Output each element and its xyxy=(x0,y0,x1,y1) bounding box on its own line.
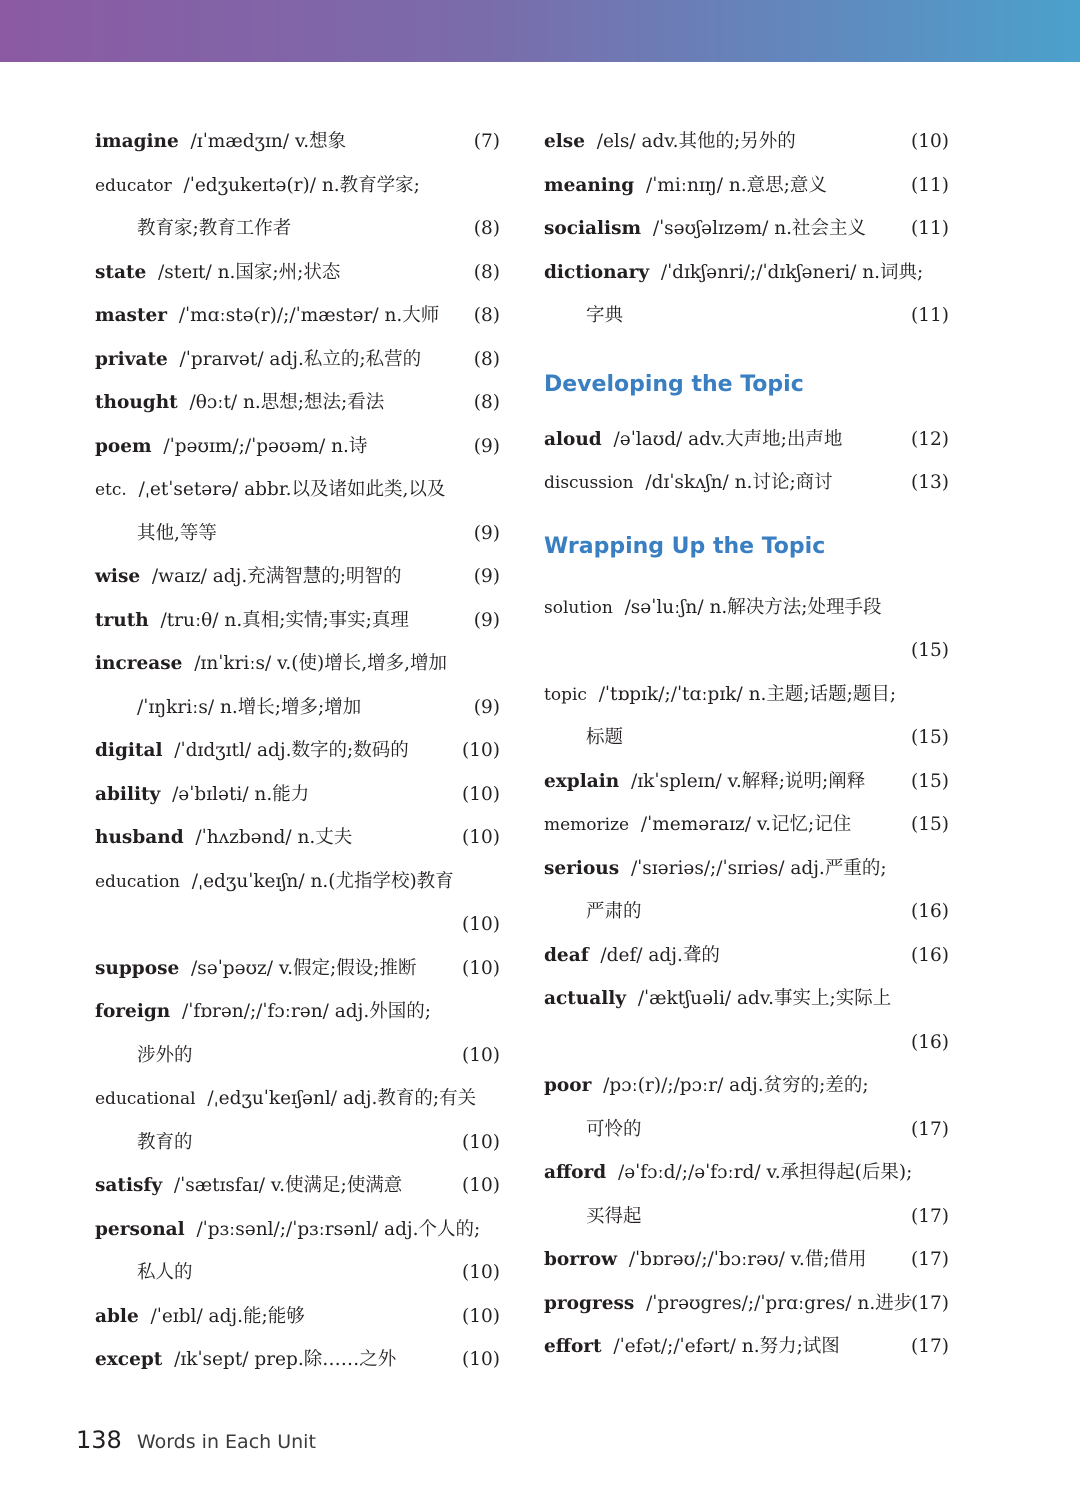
vocab-entry xyxy=(544,251,949,295)
vocab-unit-number: (10) xyxy=(462,1262,500,1283)
vocab-definition: /əˈbɪləti/ n.能力 xyxy=(172,783,310,805)
wrapping-list xyxy=(544,586,949,1369)
top-color-bar xyxy=(0,0,1080,62)
vocab-unit-number: (16) xyxy=(911,1031,949,1053)
vocab-entry xyxy=(95,164,500,208)
vocab-word: private xyxy=(95,348,168,370)
vocab-entry xyxy=(544,207,949,251)
vocab-word: borrow xyxy=(544,1249,618,1270)
vocab-definition: 严肃的 xyxy=(586,901,642,922)
vocab-unit-number: (15) xyxy=(911,727,949,748)
vocab-definition: /ˈsɪəriəs/;/ˈsɪriəs/ adj.严重的; xyxy=(630,857,887,879)
vocab-definition: /ˈfɒrən/;/ˈfɔːrən/ adj.外国的; xyxy=(182,1001,431,1022)
vocab-unit-number: (8) xyxy=(473,305,500,326)
vocab-entry xyxy=(95,425,500,469)
vocab-word: master xyxy=(95,305,168,326)
vocab-entry xyxy=(544,673,949,717)
heading-wrapping-topic: Wrapping Up the Topic xyxy=(544,533,826,559)
vocab-entry xyxy=(95,947,500,991)
vocab-entry xyxy=(95,338,500,382)
vocab-entry xyxy=(544,1282,949,1326)
vocab-definition: 其他,等等 xyxy=(137,522,217,544)
vocab-definition: /ˈpraɪvət/ adj.私立的;私营的 xyxy=(179,348,422,370)
vocab-word: deaf xyxy=(544,944,589,966)
vocab-continuation-line xyxy=(95,1121,500,1165)
vocab-unit-number: (10) xyxy=(462,1175,500,1196)
vocab-entry xyxy=(95,381,500,425)
vocab-unit-number: (11) xyxy=(911,218,949,239)
vocab-unit-number: (10) xyxy=(462,1349,500,1370)
vocab-unit-number: (15) xyxy=(911,814,949,835)
vocab-definition: /ˈæktʃuəli/ adv.事实上;实际上 xyxy=(637,988,892,1009)
vocab-definition: /ˈeɪbl/ adj.能;能够 xyxy=(150,1305,305,1327)
vocab-entry xyxy=(95,599,500,643)
vocab-definition: /truːθ/ n.真相;实情;事实;真理 xyxy=(160,609,409,631)
vocab-word: memorize xyxy=(544,815,630,835)
vocab-word: actually xyxy=(544,988,627,1009)
vocab-word: husband xyxy=(95,827,184,848)
vocab-entry xyxy=(95,468,500,512)
vocab-word: poor xyxy=(544,1075,592,1096)
vocab-definition: /ɪkˈsept/ prep.除……之外 xyxy=(174,1349,397,1370)
vocab-definition: /def/ adj.聋的 xyxy=(600,944,720,966)
vocab-entry xyxy=(544,461,949,505)
vocab-entry xyxy=(544,120,949,164)
vocab-definition: 涉外的 xyxy=(137,1044,193,1066)
vocab-unit-number: (12) xyxy=(911,428,949,450)
vocab-word: afford xyxy=(544,1162,607,1183)
vocab-word: foreign xyxy=(95,1001,171,1022)
vocab-definition: /ˈpɜːsənl/;/ˈpɜːrsənl/ adj.个人的; xyxy=(196,1218,481,1240)
vocab-definition: /pɔː(r)/;/pɔːr/ adj.贫穷的;差的; xyxy=(603,1075,869,1096)
vocab-entry xyxy=(544,934,949,978)
vocab-unit-number: (7) xyxy=(473,131,500,152)
vocab-word: except xyxy=(95,1349,163,1370)
vocab-entry xyxy=(544,1151,949,1195)
vocab-unit-number: (16) xyxy=(911,944,949,966)
vocab-unit-number: (17) xyxy=(911,1292,949,1314)
vocab-word: educator xyxy=(95,175,172,196)
vocab-entry xyxy=(544,760,949,804)
vocab-definition: /ˌetˈsetərə/ abbr.以及诸如此类,以及 xyxy=(138,479,446,500)
vocab-entry xyxy=(95,1208,500,1252)
vocab-unit-number: (16) xyxy=(911,901,949,922)
left-column xyxy=(95,120,500,1382)
vocab-entry xyxy=(95,1164,500,1208)
vocab-definition: /ˈɪŋkriːs/ n.增长;增多;增加 xyxy=(137,696,362,718)
vocab-entry xyxy=(544,1064,949,1108)
vocab-definition: /ˈdɪkʃənri/;/ˈdɪkʃəneri/ n.词典; xyxy=(660,261,924,283)
vocab-definition: 教育的 xyxy=(137,1131,193,1153)
vocab-definition: /ˈefət/;/ˈefərt/ n.努力;试图 xyxy=(613,1336,840,1357)
vocab-unit-number: (8) xyxy=(473,348,500,370)
vocab-unit-number: (10) xyxy=(462,1044,500,1066)
vocab-definition: /ˈsəʊʃəlɪzəm/ n.社会主义 xyxy=(652,218,867,239)
vocab-continuation-line xyxy=(95,512,500,556)
heading-developing-topic: Developing the Topic xyxy=(544,371,804,397)
vocab-entry xyxy=(95,860,500,904)
vocab-unit-number: (15) xyxy=(911,640,949,661)
vocab-word: ability xyxy=(95,783,161,805)
vocab-unit-number: (17) xyxy=(911,1249,949,1270)
vocab-entry xyxy=(95,729,500,773)
vocab-definition: 买得起 xyxy=(586,1205,642,1227)
vocab-entry xyxy=(95,990,500,1034)
vocab-word: socialism xyxy=(544,218,642,239)
vocab-entry xyxy=(95,1077,500,1121)
vocab-unit-number: (8) xyxy=(473,218,500,239)
vocab-word: increase xyxy=(95,653,183,674)
vocab-continuation-line xyxy=(95,903,500,947)
vocab-entry xyxy=(544,164,949,208)
vocab-unit-number: (9) xyxy=(473,522,500,544)
vocab-unit-number: (17) xyxy=(911,1118,949,1140)
vocab-unit-number: (9) xyxy=(473,435,500,457)
vocab-definition: /ˌedʒuˈkeɪʃənl/ adj.教育的;有关 xyxy=(207,1088,477,1109)
vocab-unit-number: (15) xyxy=(911,770,949,792)
vocab-word: etc. xyxy=(95,480,127,500)
vocab-unit-number: (10) xyxy=(462,740,500,761)
page-number: 138 xyxy=(76,1426,122,1454)
vocab-continuation-line xyxy=(544,294,949,338)
vocab-definition: /ˈmiːnɪŋ/ n.意思;意义 xyxy=(645,174,827,196)
vocab-continuation-line xyxy=(544,890,949,934)
vocab-definition: /səˈpəʊz/ v.假定;假设;推断 xyxy=(191,957,417,979)
vocab-definition: /ˈmeməraɪz/ v.记忆;记住 xyxy=(640,814,852,835)
vocab-entry xyxy=(95,642,500,686)
vocab-entry xyxy=(95,120,500,164)
vocab-entry xyxy=(544,803,949,847)
vocab-word: education xyxy=(95,871,180,892)
vocab-unit-number: (10) xyxy=(462,827,500,848)
vocab-unit-number: (17) xyxy=(911,1336,949,1357)
vocab-unit-number: (11) xyxy=(911,174,949,196)
vocab-definition: /els/ adv.其他的;另外的 xyxy=(596,131,796,152)
vocab-entry xyxy=(95,816,500,860)
vocab-definition: /ˈedʒukeɪtə(r)/ n.教育学家; xyxy=(183,174,420,196)
vocab-word: thought xyxy=(95,392,178,413)
vocab-unit-number: (10) xyxy=(462,1131,500,1153)
vocab-definition: 教育家;教育工作者 xyxy=(137,218,292,239)
vocab-entry xyxy=(544,586,949,630)
vocab-entry xyxy=(95,773,500,817)
vocab-word: topic xyxy=(544,684,587,705)
vocab-definition: /ˈmɑːstə(r)/;/ˈmæstər/ n.大师 xyxy=(178,305,440,326)
vocab-word: else xyxy=(544,131,585,152)
vocab-unit-number: (10) xyxy=(462,957,500,979)
vocab-unit-number: (11) xyxy=(911,305,949,326)
vocab-word: discussion xyxy=(544,473,634,493)
vocab-definition: /ˈprəʊgres/;/ˈprɑːgres/ n.进步 xyxy=(646,1292,913,1314)
vocab-entry xyxy=(95,1295,500,1339)
vocab-definition: 可怜的 xyxy=(586,1118,642,1140)
vocab-continuation-line xyxy=(544,1021,949,1065)
vocab-entry xyxy=(544,1325,949,1369)
vocab-definition: /θɔːt/ n.思想;想法;看法 xyxy=(189,392,385,413)
vocab-entry xyxy=(544,977,949,1021)
vocab-unit-number: (8) xyxy=(473,261,500,283)
right-column xyxy=(544,120,949,1369)
vocab-entry xyxy=(544,418,949,462)
vocab-definition: /səˈluːʃn/ n.解决方法;处理手段 xyxy=(624,596,882,618)
vocab-unit-number: (10) xyxy=(462,1305,500,1327)
vocab-word: able xyxy=(95,1305,139,1327)
vocab-definition: /ˌedʒuˈkeɪʃn/ n.(尤指学校)教育 xyxy=(191,870,454,892)
vocab-word: imagine xyxy=(95,131,179,152)
vocab-word: wise xyxy=(95,566,141,587)
vocab-definition: /əˈfɔːd/;/əˈfɔːrd/ v.承担得起(后果); xyxy=(617,1162,913,1183)
vocab-word: digital xyxy=(95,740,163,761)
vocab-continuation-line xyxy=(544,1108,949,1152)
vocab-continuation-line xyxy=(95,686,500,730)
vocab-definition: 私人的 xyxy=(137,1262,193,1283)
footer-title: Words in Each Unit xyxy=(136,1431,316,1453)
vocab-entry xyxy=(544,1238,949,1282)
vocab-entry xyxy=(95,1338,500,1382)
vocab-word: explain xyxy=(544,770,620,792)
vocab-definition: /əˈlaʊd/ adv.大声地;出声地 xyxy=(613,428,843,450)
vocab-word: satisfy xyxy=(95,1175,163,1196)
vocab-definition: /ɪkˈspleɪn/ v.解释;说明;阐释 xyxy=(631,770,866,792)
vocab-word: meaning xyxy=(544,174,635,196)
right-top-list xyxy=(544,120,949,338)
vocab-definition: /ˈsætɪsfaɪ/ v.使满足;使满意 xyxy=(173,1175,403,1196)
vocab-entry xyxy=(95,294,500,338)
vocab-word: dictionary xyxy=(544,261,650,283)
vocab-continuation-line xyxy=(544,716,949,760)
vocab-word: truth xyxy=(95,609,149,631)
vocab-unit-number: (8) xyxy=(473,392,500,413)
vocab-continuation-line xyxy=(95,207,500,251)
vocab-word: aloud xyxy=(544,428,602,450)
vocab-unit-number: (9) xyxy=(473,696,500,718)
vocab-entry xyxy=(95,251,500,295)
vocab-definition: /ɪnˈkriːs/ v.(使)增长,增多,增加 xyxy=(194,653,447,674)
vocab-definition: /ˈbɒrəʊ/;/ˈbɔːrəʊ/ v.借;借用 xyxy=(628,1249,867,1270)
vocab-continuation-line xyxy=(95,1034,500,1078)
vocab-unit-number: (10) xyxy=(462,783,500,805)
vocab-word: poem xyxy=(95,435,152,457)
vocab-entry xyxy=(95,555,500,599)
vocab-entry xyxy=(544,847,949,891)
vocab-unit-number: (9) xyxy=(473,609,500,631)
vocab-continuation-line xyxy=(544,1195,949,1239)
vocab-word: state xyxy=(95,261,147,283)
vocab-unit-number: (13) xyxy=(911,472,949,493)
vocab-definition: 标题 xyxy=(586,727,624,748)
vocab-definition: /ˈtɒpɪk/;/ˈtɑːpɪk/ n.主题;话题;题目; xyxy=(598,683,897,705)
vocab-definition: /ɪˈmædʒɪn/ v.想象 xyxy=(190,131,347,152)
vocab-definition: /ˈpəʊɪm/;/ˈpəʊəm/ n.诗 xyxy=(163,435,368,457)
vocab-word: educational xyxy=(95,1089,196,1109)
developing-list xyxy=(544,418,949,505)
vocab-definition: /ˈdɪdʒɪtl/ adj.数字的;数码的 xyxy=(174,740,409,761)
vocab-definition: /waɪz/ adj.充满智慧的;明智的 xyxy=(151,566,402,587)
vocab-unit-number: (9) xyxy=(473,566,500,587)
vocab-unit-number: (10) xyxy=(462,914,500,935)
vocab-word: progress xyxy=(544,1292,635,1314)
vocab-word: suppose xyxy=(95,957,180,979)
vocab-definition: /steɪt/ n.国家;州;状态 xyxy=(158,261,341,283)
vocab-definition: /ˈhʌzbənd/ n.丈夫 xyxy=(195,827,353,848)
vocab-definition: 字典 xyxy=(586,305,624,326)
vocab-word: serious xyxy=(544,857,620,879)
vocab-word: solution xyxy=(544,597,613,618)
vocab-continuation-line xyxy=(544,629,949,673)
vocab-unit-number: (10) xyxy=(911,131,949,152)
vocab-word: effort xyxy=(544,1336,602,1357)
vocab-definition: /dɪˈskʌʃn/ n.讨论;商讨 xyxy=(645,472,833,493)
vocab-word: personal xyxy=(95,1218,185,1240)
vocab-continuation-line xyxy=(95,1251,500,1295)
vocab-unit-number: (17) xyxy=(911,1205,949,1227)
page-footer xyxy=(76,1423,316,1457)
